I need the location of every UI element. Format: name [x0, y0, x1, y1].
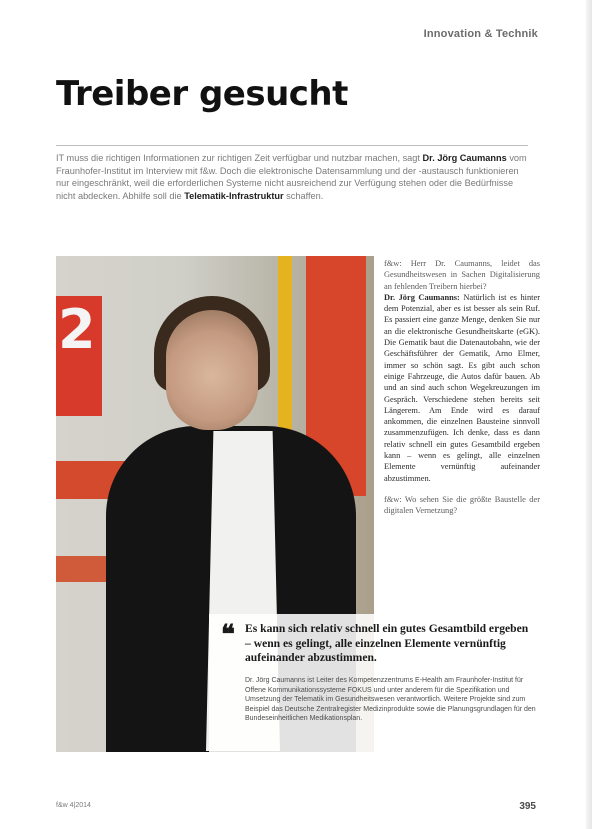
interview-answer-1: [384, 292, 540, 484]
article-lead: [56, 152, 534, 202]
interview-question-2: f&w: Wo sehen Sie die größte Baustelle der digitalen Vernetzung?: [384, 494, 540, 516]
lead-text-1: IT muss die richtigen Informationen zur richtigen Zeit verfügbar und nutzbar machen, sagt: [56, 153, 420, 163]
lead-name: Dr. Jörg Caumanns: [422, 153, 507, 163]
interview-question-1: f&w: Herr Dr. Caumanns, leidet das Gesundheitswesen in Sachen Digitalisierung an fehlenden Treibern hierbei?: [384, 259, 540, 291]
author-bio: Dr. Jörg Caumanns ist Leiter des Kompetenzzentrums E-Health am Fraunhofer-Institut für Offene Kommunikationssysteme FOKUS und unter anderem für die Spezifikation und Umsetzung der Telematik im Gesundheitswesen verantwortlich. Weitere Projekte sind zum Beispiel das Deutsche Zentralregister Medizinprodukte sowie die Planungsgrundlagen für den Bundeseinheitlichen Medikationsplan.: [245, 677, 536, 723]
quote-mark-icon: ❝: [221, 620, 235, 650]
person-face: [166, 310, 258, 430]
interview-column: [384, 258, 540, 517]
lead-highlight: Telematik-Infrastruktur: [184, 190, 284, 201]
pull-quote-text: Es kann sich relativ schnell ein gutes Gesamtbild ergeben – wenn es gelingt, alle einzelnen Elemente vernünftig aufeinander abzustimmen.: [245, 622, 529, 664]
page-edge: [586, 0, 592, 829]
pull-quote-box: [209, 614, 543, 752]
section-label: Innovation & Technik: [423, 28, 538, 40]
lead-text-2: vom Fraunhofer-Institut im Interview mit f&w. Doch die elektronische Datensammlung und der -austausch funktionieren nur eingeschränkt, weil die erforderlichen Systeme nicht ausreichend zur Verfügung stehen oder die Bedürfnisse nicht abdecken. Abhilfe soll die: [56, 153, 527, 201]
ambulance-numeral: 2: [58, 298, 96, 361]
title-divider: [56, 145, 528, 146]
answer-speaker: Dr. Jörg Caumanns:: [384, 292, 460, 302]
issue-label: f&w 4|2014: [56, 802, 91, 809]
article-title: Treiber gesucht: [56, 74, 348, 114]
answer-text: Natürlich ist es hinter dem Potenzial, aber es ist besser als sein Ruf. Es passiert eine ganze Menge, denken Sie nur an die elektronische Gesundheitskarte (eGK). Die Gematik baut die Datenautobahn, wie der Geschäftsführer der Gematik, Arno Elmer, immer so schön sagt. Es gibt auch schon einige Fahrzeuge, die Autos dafür bauen. Ab und an sind auch schon Wegekreuzungen im Gespräch. Verschiedene stehen bereits seit Längerem. Am Ende wird es darauf ankommen, die einzelnen Bausteine sinnvoll zusammenzufügen. Ich denke, dass es dann relativ schnell ein gutes Gesamtbild ergeben kann – wenn es gelingt, alle einzelnen Elemente vernünftig aufeinander abzustimmen.: [384, 292, 540, 483]
lead-text-3: schaffen.: [286, 190, 324, 201]
page-number: 395: [519, 801, 536, 812]
